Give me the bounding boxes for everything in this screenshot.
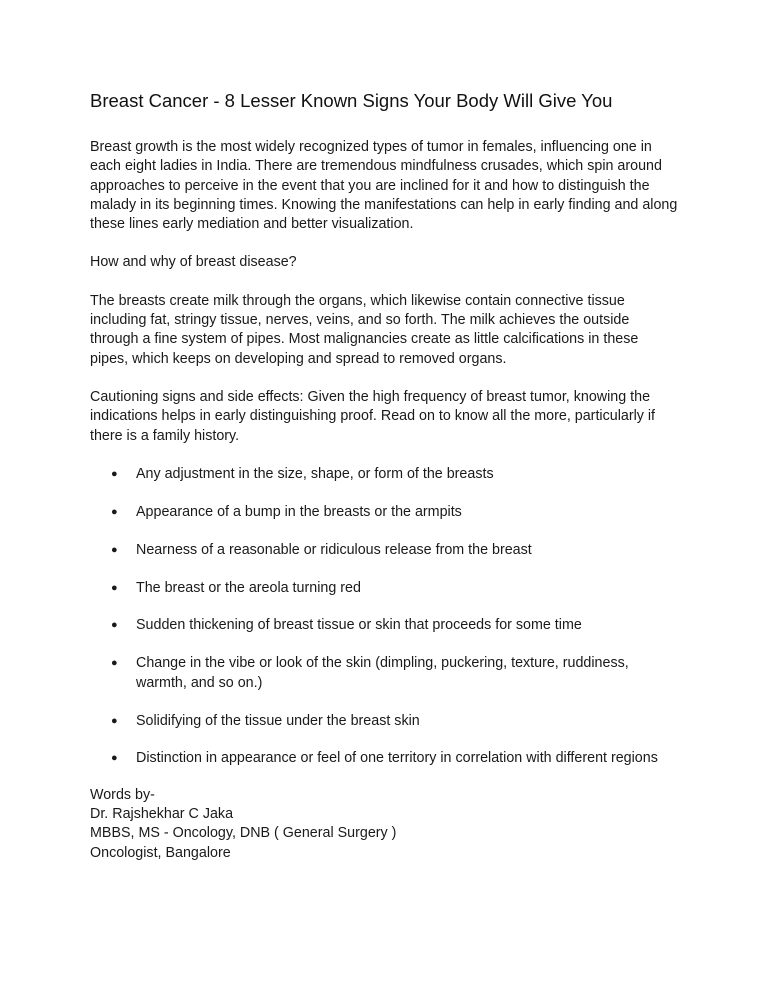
list-item-text: Appearance of a bump in the breasts or the armpits [136,503,462,520]
intro-paragraph: Breast growth is the most widely recognized types of tumor in females, influencing one in each eight ladies in India. There are tremendous mindfulness crusades, which spin around approaches to perceive in the event that you are inclined for it and how to distinguish the malady in its beginning times. Knowing the manifestations can help in early finding and along these lines early mediation and better visualization. [90,139,678,233]
bullet-icon: ● [111,657,118,670]
list-item-text: Nearness of a reasonable or ridiculous release from the breast [136,541,532,558]
list-item-text: Any adjustment in the size, shape, or form of the breasts [136,465,494,482]
section-heading-paragraph: How and why of breast disease? [90,254,297,271]
signs-list [90,465,680,769]
document-title: Breast Cancer - 8 Lesser Known Signs Your Body Will Give You [90,90,613,111]
signature-line-credentials: MBBS, MS - Oncology, DNB ( General Surgery ) [90,825,397,842]
bullet-icon: ● [111,714,118,727]
list-item [90,616,680,635]
signature-line-byline: Words by- [90,786,155,803]
bullet-icon: ● [111,581,118,594]
signature-line-role-location: Oncologist, Bangalore [90,844,231,861]
bullet-icon: ● [111,752,118,765]
list-item [90,541,680,560]
signature-line-author-name: Dr. Rajshekhar C Jaka [90,805,234,822]
warning-signs-paragraph: Cautioning signs and side effects: Given the high frequency of breast tumor, knowing the indications helps in early distinguishing proof. Read on to know all the more, particularly if there is a family history. [90,388,656,444]
author-signature [90,786,680,863]
list-item-text: Distinction in appearance or feel of one territory in correlation with different regions [136,750,658,767]
list-item [90,503,680,522]
bullet-icon: ● [111,467,118,480]
list-item-text: Change in the vibe or look of the skin (dimpling, puckering, texture, ruddiness, warmth, and so on.) [136,655,629,691]
breast-anatomy-paragraph: The breasts create milk through the organs, which likewise contain connective tissue including fat, stringy tissue, nerves, veins, and so forth. The milk achieves the outside through a fine system of pipes. Most malignancies create as little calcifications in these pipes, which keeps on developing and spread to removed organs. [90,292,639,367]
list-item [90,749,680,768]
bullet-icon: ● [111,505,118,518]
list-item-text: Solidifying of the tissue under the breast skin [136,712,420,729]
list-item [90,712,680,731]
list-item [90,654,680,693]
bullet-icon: ● [111,619,118,632]
list-item [90,579,680,598]
bullet-icon: ● [111,543,118,556]
list-item-text: Sudden thickening of breast tissue or skin that proceeds for some time [136,617,582,634]
document-page [90,88,680,863]
list-item [90,465,680,484]
list-item-text: The breast or the areola turning red [136,579,361,596]
